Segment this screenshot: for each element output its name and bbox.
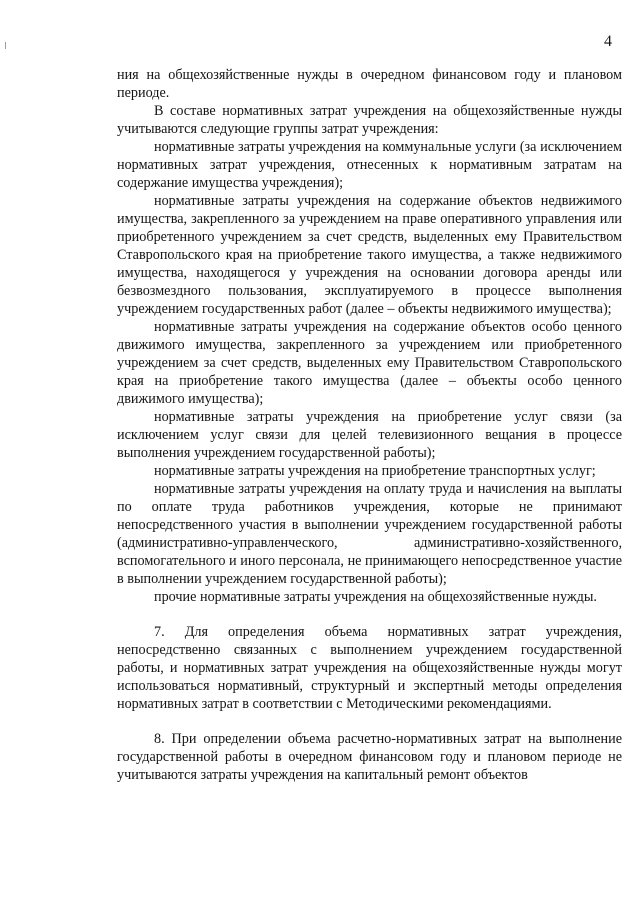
paragraph-cost-groups-intro: В составе нормативных затрат учреждения на общехозяйственные нужды учитываются следующие группы затрат учреждения: <box>117 103 622 137</box>
document-body <box>117 66 622 784</box>
list-item-movable-property: нормативные затраты учреждения на содержание объектов особо ценного движимого имущества, закрепленного за учреждением или приобретенного учреждением за счет средств, выделенных ему Правительством Ставропольского края на приобретение такого имущества (далее – объекты особо ценного движимого имущества); <box>117 319 622 407</box>
list-item-utilities: нормативные затраты учреждения на коммунальные услуги (за исключением нормативных затрат учреждения, отнесенных к нормативным затратам на содержание имущества учреждения); <box>117 139 622 191</box>
section-8-paragraph: 8. При определении объема расчетно-нормативных затрат на выполнение государственной работы в очередном финансовом году и плановом периоде не учитываются затраты учреждения на капитальный ремонт объектов <box>117 731 622 783</box>
margin-mark <box>5 42 6 49</box>
list-item-other: прочие нормативные затраты учреждения на общехозяйственные нужды. <box>154 589 597 605</box>
list-item-transport: нормативные затраты учреждения на приобретение транспортных услуг; <box>154 463 596 479</box>
paragraph-continuation: ния на общехозяйственные нужды в очередном финансовом году и плановом периоде. <box>117 67 622 101</box>
page-number: 4 <box>604 33 612 50</box>
list-item-communication: нормативные затраты учреждения на приобретение услуг связи (за исключением услуг связи для целей телевизионного вещания в процессе выполнения учреждением государственной работы); <box>117 409 622 461</box>
list-item-wages: нормативные затраты учреждения на оплату труда и начисления на выплаты по оплате труда работников учреждения, которые не принимают непосредственного участия в выполнении учреждением государственной работы (административно-управленческого, административно-хозяйственного, вспомогательного и иного персонала, не принимающего непосредственное участие в выполнении учреждением государственной работы); <box>117 481 622 587</box>
section-7-paragraph: 7. Для определения объема нормативных затрат учреждения, непосредственно связанных с выполнением учреждением государственной работы, и нормативных затрат учреждения на общехозяйственные нужды могут использоваться нормативный, структурный и экспертный методы определения нормативных затрат в соответствии с Методическими рекомендациями. <box>117 624 622 712</box>
list-item-real-estate: нормативные затраты учреждения на содержание объектов недвижимого имущества, закрепленного за учреждением на праве оперативного управления или приобретенного учреждением за счет средств, выделенных ему Правительством Ставропольского края на приобретение такого имущества, а также недвижимого имущества, находящегося у учреждения на основании договора аренды или безвозмездного пользования, эксплуатируемого в процессе выполнения учреждением государственных работ (далее – объекты недвижимого имущества); <box>117 193 622 317</box>
